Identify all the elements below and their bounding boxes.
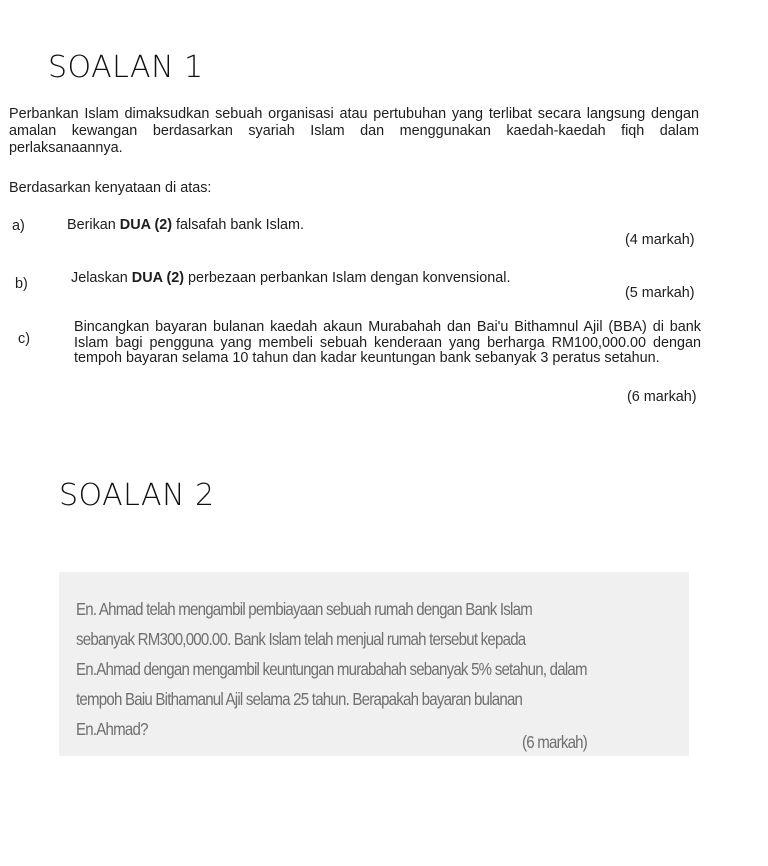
item-a-text [67, 218, 304, 234]
item-a-marks: (4 markah) [625, 232, 695, 248]
item-b-text-after: perbezaan perbankan Islam dengan konvensional. [184, 270, 511, 286]
question-2-scan [59, 572, 689, 756]
item-b-text-bold: DUA (2) [131, 270, 185, 286]
question-2-marks: (6 markah) [522, 732, 588, 752]
item-b-text [71, 271, 510, 287]
item-a-text-after: falsafah bank Islam. [172, 217, 305, 233]
item-b-letter: b) [15, 276, 28, 292]
item-a-text-bold: DUA (2) [119, 217, 173, 233]
item-b-marks: (5 markah) [625, 285, 695, 301]
question-1-intro: Perbankan Islam dimaksudkan sebuah organisasi atau pertubuhan yang terlibat secara langsung dengan amalan kewangan berdasarkan syariah Islam dan menggunakan kaedah-kaedah fiqh dalam perlaksanaannya. [9, 106, 699, 156]
item-a-letter: a) [12, 218, 25, 234]
question-1-prompt: Berdasarkan kenyataan di atas: [9, 180, 212, 196]
item-b-text-before: Jelaskan [71, 270, 132, 286]
question-1-heading: SOALAN 1 [48, 50, 204, 85]
question-2-text: En. Ahmad telah mengambil pembiayaan sebuah rumah dengan Bank Islam sebanyak RM300,000.00. Bank Islam telah menjual rumah tersebut kepada En.Ahmad dengan mengambil keuntungan murabahah sebanyak 5% setahun, dalam tempoh Baiu Bithamanul Ajil selama 25 tahun. Berapakah bayaran bulanan En.Ahmad? [76, 599, 587, 739]
question-2-heading: SOALAN 2 [59, 478, 215, 513]
item-c-marks: (6 markah) [627, 389, 697, 405]
item-c-letter: c) [18, 331, 30, 347]
item-a-text-before: Berikan [67, 217, 120, 233]
item-c-text: Bincangkan bayaran bulanan kaedah akaun Murabahah dan Bai'u Bithamnul Ajil (BBA) di bank Islam bagi pengguna yang membeli sebuah kenderaan yang berharga RM100,000.00 dengan tempoh bayaran selama 10 tahun dan kadar keuntungan bank sebanyak 3 peratus setahun. [74, 319, 701, 366]
